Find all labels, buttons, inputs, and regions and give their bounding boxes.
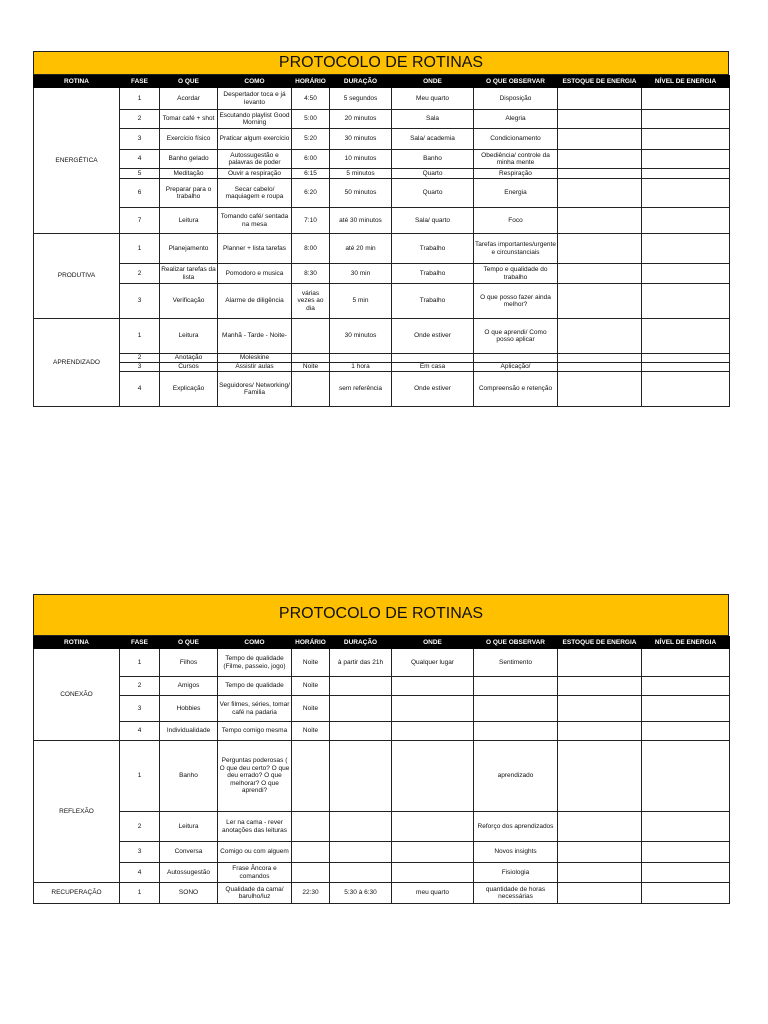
horario-cell: 6:00 bbox=[292, 150, 330, 169]
duracao-cell bbox=[330, 842, 392, 863]
onde-cell bbox=[392, 741, 474, 812]
table-row bbox=[34, 284, 730, 319]
fase-cell: 3 bbox=[120, 284, 160, 319]
table-row bbox=[34, 110, 730, 129]
table-row bbox=[34, 883, 730, 904]
nivel-cell[interactable] bbox=[642, 863, 730, 883]
column-header: ONDE bbox=[392, 637, 474, 649]
horario-cell bbox=[292, 741, 330, 812]
table-row bbox=[34, 649, 730, 677]
como-cell: Tempo de qualidade bbox=[218, 677, 292, 696]
column-header: ESTOQUE DE ENERGIA bbox=[558, 637, 642, 649]
column-header: ROTINA bbox=[34, 76, 120, 88]
rotina-cell: APRENDIZADO bbox=[34, 319, 120, 407]
estoque-cell[interactable] bbox=[558, 649, 642, 677]
oque-cell: Banho gelado bbox=[160, 150, 218, 169]
observar-cell: Sentimento bbox=[474, 649, 558, 677]
horario-cell: Noite bbox=[292, 677, 330, 696]
onde-cell: Sala/ academia bbox=[392, 129, 474, 150]
como-cell: Assistir aulas bbox=[218, 363, 292, 372]
oque-cell: Conversa bbox=[160, 842, 218, 863]
routine-sheet-1 bbox=[33, 51, 729, 407]
observar-cell: Tempo e qualidade do trabalho bbox=[474, 264, 558, 284]
como-cell: Manhã - Tarde - Noite- bbox=[218, 319, 292, 354]
table-row bbox=[34, 234, 730, 264]
observar-cell: aprendizado bbox=[474, 741, 558, 812]
fase-cell: 3 bbox=[120, 363, 160, 372]
observar-cell bbox=[474, 722, 558, 741]
nivel-cell[interactable] bbox=[642, 208, 730, 234]
oque-cell: Hobbies bbox=[160, 696, 218, 722]
estoque-cell[interactable] bbox=[558, 722, 642, 741]
estoque-cell[interactable] bbox=[558, 883, 642, 904]
onde-cell: Quarto bbox=[392, 179, 474, 208]
como-cell: Secar cabelo/ maquiagem e roupa bbox=[218, 179, 292, 208]
onde-cell: Onde estiver bbox=[392, 319, 474, 354]
oque-cell: Exercício físico bbox=[160, 129, 218, 150]
onde-cell bbox=[392, 696, 474, 722]
como-cell: Despertador toca e já levanto bbox=[218, 88, 292, 110]
fase-cell: 1 bbox=[120, 234, 160, 264]
oque-cell: Cursos bbox=[160, 363, 218, 372]
nivel-cell[interactable] bbox=[642, 88, 730, 110]
duracao-cell: 30 min bbox=[330, 264, 392, 284]
fase-cell: 1 bbox=[120, 319, 160, 354]
fase-cell: 3 bbox=[120, 842, 160, 863]
horario-cell: 7:10 bbox=[292, 208, 330, 234]
nivel-cell[interactable] bbox=[642, 722, 730, 741]
observar-cell: Compreensão e retenção bbox=[474, 372, 558, 407]
como-cell: Autossugestão e palavras de poder bbox=[218, 150, 292, 169]
duracao-cell: 20 minutos bbox=[330, 110, 392, 129]
estoque-cell[interactable] bbox=[558, 741, 642, 812]
table-row bbox=[34, 696, 730, 722]
observar-cell: Reforço dos aprendizados bbox=[474, 812, 558, 842]
observar-cell: Condicionamento bbox=[474, 129, 558, 150]
fase-cell: 1 bbox=[120, 649, 160, 677]
estoque-cell[interactable] bbox=[558, 150, 642, 169]
onde-cell: Trabalho bbox=[392, 264, 474, 284]
oque-cell: Banho bbox=[160, 741, 218, 812]
onde-cell: Banho bbox=[392, 150, 474, 169]
column-header: O QUE OBSERVAR bbox=[474, 637, 558, 649]
estoque-cell[interactable] bbox=[558, 284, 642, 319]
fase-cell: 2 bbox=[120, 812, 160, 842]
column-header: FASE bbox=[120, 637, 160, 649]
oque-cell: Leitura bbox=[160, 812, 218, 842]
rotina-cell: CONEXÃO bbox=[34, 649, 120, 741]
como-cell: Tempo comigo mesma bbox=[218, 722, 292, 741]
como-cell: Planner + lista tarefas bbox=[218, 234, 292, 264]
onde-cell: Sala/ quarto bbox=[392, 208, 474, 234]
duracao-cell: 5 min bbox=[330, 284, 392, 319]
fase-cell: 1 bbox=[120, 883, 160, 904]
observar-cell: Aplicação/ bbox=[474, 363, 558, 372]
observar-cell: Obediência/ controle da minha mente bbox=[474, 150, 558, 169]
duracao-cell bbox=[330, 812, 392, 842]
nivel-cell[interactable] bbox=[642, 354, 730, 363]
fase-cell: 2 bbox=[120, 354, 160, 363]
table-row bbox=[34, 150, 730, 169]
horario-cell: 8:00 bbox=[292, 234, 330, 264]
duracao-cell bbox=[330, 677, 392, 696]
horario-cell: 6:15 bbox=[292, 169, 330, 179]
estoque-cell[interactable] bbox=[558, 812, 642, 842]
nivel-cell[interactable] bbox=[642, 179, 730, 208]
oque-cell: Autossugestão bbox=[160, 863, 218, 883]
estoque-cell[interactable] bbox=[558, 696, 642, 722]
table-body bbox=[34, 649, 730, 904]
column-header: NÍVEL DE ENERGIA bbox=[642, 637, 730, 649]
observar-cell bbox=[474, 677, 558, 696]
como-cell: Perguntas poderosas ( O que deu certo? O que deu errado? O que melhorar? O que aprendi? bbox=[218, 741, 292, 812]
fase-cell: 1 bbox=[120, 741, 160, 812]
fase-cell: 2 bbox=[120, 110, 160, 129]
fase-cell: 4 bbox=[120, 722, 160, 741]
duracao-cell bbox=[330, 863, 392, 883]
observar-cell: Foco bbox=[474, 208, 558, 234]
horario-cell bbox=[292, 863, 330, 883]
duracao-cell: 30 minutos bbox=[330, 129, 392, 150]
horario-cell: 22:30 bbox=[292, 883, 330, 904]
nivel-cell[interactable] bbox=[642, 150, 730, 169]
nivel-cell[interactable] bbox=[642, 264, 730, 284]
routine-table bbox=[33, 636, 730, 904]
estoque-cell[interactable] bbox=[558, 354, 642, 363]
table-row bbox=[34, 319, 730, 354]
duracao-cell: 5:30 à 6:30 bbox=[330, 883, 392, 904]
nivel-cell[interactable] bbox=[642, 696, 730, 722]
como-cell: Frase Âncora e comandos bbox=[218, 863, 292, 883]
observar-cell: Disposição bbox=[474, 88, 558, 110]
horario-cell bbox=[292, 319, 330, 354]
duracao-cell: até 20 min bbox=[330, 234, 392, 264]
observar-cell bbox=[474, 696, 558, 722]
fase-cell: 1 bbox=[120, 88, 160, 110]
table-row bbox=[34, 179, 730, 208]
como-cell: Qualidade da cama/ barulho/luz bbox=[218, 883, 292, 904]
estoque-cell[interactable] bbox=[558, 842, 642, 863]
horario-cell: Noite bbox=[292, 363, 330, 372]
estoque-cell[interactable] bbox=[558, 677, 642, 696]
horario-cell bbox=[292, 354, 330, 363]
header-row bbox=[34, 637, 730, 649]
onde-cell: Meu quarto bbox=[392, 88, 474, 110]
table-row bbox=[34, 722, 730, 741]
horario-cell: várias vezes ao dia bbox=[292, 284, 330, 319]
nivel-cell[interactable] bbox=[642, 649, 730, 677]
duracao-cell: até 30 minutos bbox=[330, 208, 392, 234]
oque-cell: Planejamento bbox=[160, 234, 218, 264]
table-row bbox=[34, 842, 730, 863]
nivel-cell[interactable] bbox=[642, 812, 730, 842]
estoque-cell[interactable] bbox=[558, 208, 642, 234]
estoque-cell[interactable] bbox=[558, 863, 642, 883]
horario-cell: 5:20 bbox=[292, 129, 330, 150]
oque-cell: Explicação bbox=[160, 372, 218, 407]
como-cell: Escutando playlist Good Morning bbox=[218, 110, 292, 129]
estoque-cell[interactable] bbox=[558, 363, 642, 372]
fase-cell: 6 bbox=[120, 179, 160, 208]
horario-cell bbox=[292, 372, 330, 407]
fase-cell: 3 bbox=[120, 129, 160, 150]
horario-cell: Noite bbox=[292, 722, 330, 741]
column-header: COMO bbox=[218, 76, 292, 88]
routine-table bbox=[33, 75, 730, 407]
onde-cell: Quarto bbox=[392, 169, 474, 179]
duracao-cell: 30 minutos bbox=[330, 319, 392, 354]
column-header: HORÁRIO bbox=[292, 76, 330, 88]
observar-cell: Alegria bbox=[474, 110, 558, 129]
oque-cell: Leitura bbox=[160, 319, 218, 354]
como-cell: Seguidores/ Networking/ Familia bbox=[218, 372, 292, 407]
fase-cell: 7 bbox=[120, 208, 160, 234]
column-header: DURAÇÃO bbox=[330, 637, 392, 649]
estoque-cell[interactable] bbox=[558, 372, 642, 407]
como-cell: Tempo de qualidade (Filme, passeio, jogo) bbox=[218, 649, 292, 677]
horario-cell: 8:30 bbox=[292, 264, 330, 284]
horario-cell: 5:00 bbox=[292, 110, 330, 129]
observar-cell: Tarefas importantes/urgente e circunstanciais bbox=[474, 234, 558, 264]
nivel-cell[interactable] bbox=[642, 234, 730, 264]
header-row bbox=[34, 76, 730, 88]
rotina-cell: ENERGÉTICA bbox=[34, 88, 120, 234]
column-header: FASE bbox=[120, 76, 160, 88]
duracao-cell: 5 segundos bbox=[330, 88, 392, 110]
estoque-cell[interactable] bbox=[558, 88, 642, 110]
rotina-cell: RECUPERAÇÃO bbox=[34, 883, 120, 904]
oque-cell: Leitura bbox=[160, 208, 218, 234]
onde-cell bbox=[392, 863, 474, 883]
table-row bbox=[34, 264, 730, 284]
estoque-cell[interactable] bbox=[558, 234, 642, 264]
duracao-cell: 1 hora bbox=[330, 363, 392, 372]
estoque-cell[interactable] bbox=[558, 264, 642, 284]
como-cell: Ler na cama - rever anotações das leituras bbox=[218, 812, 292, 842]
table-row bbox=[34, 363, 730, 372]
observar-cell: O que aprendi/ Como posso aplicar bbox=[474, 319, 558, 354]
horario-cell bbox=[292, 812, 330, 842]
horario-cell: Noite bbox=[292, 696, 330, 722]
oque-cell: Tomar café + shot bbox=[160, 110, 218, 129]
column-header: ONDE bbox=[392, 76, 474, 88]
nivel-cell[interactable] bbox=[642, 110, 730, 129]
table-row bbox=[34, 741, 730, 812]
sheet-title: PROTOCOLO DE ROTINAS bbox=[33, 594, 729, 636]
onde-cell: Onde estiver bbox=[392, 372, 474, 407]
table-row bbox=[34, 677, 730, 696]
sheet-title: PROTOCOLO DE ROTINAS bbox=[33, 51, 729, 75]
onde-cell bbox=[392, 722, 474, 741]
fase-cell: 4 bbox=[120, 372, 160, 407]
oque-cell: Amigos bbox=[160, 677, 218, 696]
oque-cell: Verificação bbox=[160, 284, 218, 319]
nivel-cell[interactable] bbox=[642, 842, 730, 863]
oque-cell: Anotação bbox=[160, 354, 218, 363]
como-cell: Comigo ou com alguem bbox=[218, 842, 292, 863]
nivel-cell[interactable] bbox=[642, 319, 730, 354]
rotina-cell: PRODUTIVA bbox=[34, 234, 120, 319]
duracao-cell bbox=[330, 696, 392, 722]
onde-cell: Qualquer lugar bbox=[392, 649, 474, 677]
duracao-cell bbox=[330, 722, 392, 741]
duracao-cell: sem referência bbox=[330, 372, 392, 407]
como-cell: Ver filmes, séries, tomar café na padaria bbox=[218, 696, 292, 722]
onde-cell: Trabalho bbox=[392, 284, 474, 319]
observar-cell: Respiração bbox=[474, 169, 558, 179]
table-row bbox=[34, 208, 730, 234]
nivel-cell[interactable] bbox=[642, 677, 730, 696]
fase-cell: 2 bbox=[120, 264, 160, 284]
onde-cell bbox=[392, 842, 474, 863]
horario-cell: Noite bbox=[292, 649, 330, 677]
table-row bbox=[34, 354, 730, 363]
oque-cell: Individualidade bbox=[160, 722, 218, 741]
table-row bbox=[34, 88, 730, 110]
column-header: NÍVEL DE ENERGIA bbox=[642, 76, 730, 88]
observar-cell: Novos insights bbox=[474, 842, 558, 863]
oque-cell: Realizar tarefas da lista bbox=[160, 264, 218, 284]
estoque-cell[interactable] bbox=[558, 179, 642, 208]
como-cell: Pomodoro e musica bbox=[218, 264, 292, 284]
column-header: O QUE bbox=[160, 76, 218, 88]
column-header: HORÁRIO bbox=[292, 637, 330, 649]
column-header: ESTOQUE DE ENERGIA bbox=[558, 76, 642, 88]
table-row bbox=[34, 863, 730, 883]
onde-cell: Em casa bbox=[392, 363, 474, 372]
onde-cell bbox=[392, 812, 474, 842]
como-cell: Moleskine bbox=[218, 354, 292, 363]
duracao-cell: 50 minutos bbox=[330, 179, 392, 208]
column-header: O QUE bbox=[160, 637, 218, 649]
observar-cell: Fisiologia bbox=[474, 863, 558, 883]
onde-cell bbox=[392, 354, 474, 363]
duracao-cell bbox=[330, 354, 392, 363]
duracao-cell: 5 minutos bbox=[330, 169, 392, 179]
oque-cell: Meditação bbox=[160, 169, 218, 179]
observar-cell: Energia bbox=[474, 179, 558, 208]
onde-cell: Trabalho bbox=[392, 234, 474, 264]
fase-cell: 5 bbox=[120, 169, 160, 179]
onde-cell: meu quarto bbox=[392, 883, 474, 904]
fase-cell: 4 bbox=[120, 150, 160, 169]
fase-cell: 2 bbox=[120, 677, 160, 696]
horario-cell: 6:20 bbox=[292, 179, 330, 208]
oque-cell: Filhos bbox=[160, 649, 218, 677]
como-cell: Tomando café/ sentada na mesa bbox=[218, 208, 292, 234]
nivel-cell[interactable] bbox=[642, 284, 730, 319]
estoque-cell[interactable] bbox=[558, 169, 642, 179]
estoque-cell[interactable] bbox=[558, 129, 642, 150]
fase-cell: 4 bbox=[120, 863, 160, 883]
horario-cell bbox=[292, 842, 330, 863]
column-header: COMO bbox=[218, 637, 292, 649]
nivel-cell[interactable] bbox=[642, 129, 730, 150]
onde-cell: Sala bbox=[392, 110, 474, 129]
column-header: DURAÇÃO bbox=[330, 76, 392, 88]
oque-cell: Acordar bbox=[160, 88, 218, 110]
estoque-cell[interactable] bbox=[558, 110, 642, 129]
fase-cell: 3 bbox=[120, 696, 160, 722]
duracao-cell: à partir das 21h bbox=[330, 649, 392, 677]
rotina-cell: REFLEXÃO bbox=[34, 741, 120, 883]
column-header: ROTINA bbox=[34, 637, 120, 649]
como-cell: Alarme de diligência bbox=[218, 284, 292, 319]
nivel-cell[interactable] bbox=[642, 883, 730, 904]
onde-cell bbox=[392, 677, 474, 696]
duracao-cell: 10 minutos bbox=[330, 150, 392, 169]
oque-cell: SONO bbox=[160, 883, 218, 904]
duracao-cell bbox=[330, 741, 392, 812]
observar-cell bbox=[474, 354, 558, 363]
como-cell: Ouvir a respiração bbox=[218, 169, 292, 179]
table-row bbox=[34, 169, 730, 179]
oque-cell: Preparar para o trabalho bbox=[160, 179, 218, 208]
como-cell: Praticar algum exercício bbox=[218, 129, 292, 150]
column-header: O QUE OBSERVAR bbox=[474, 76, 558, 88]
nivel-cell[interactable] bbox=[642, 372, 730, 407]
observar-cell: O que posso fazer ainda melhor? bbox=[474, 284, 558, 319]
nivel-cell[interactable] bbox=[642, 363, 730, 372]
horario-cell: 4:50 bbox=[292, 88, 330, 110]
table-row bbox=[34, 129, 730, 150]
table-row bbox=[34, 372, 730, 407]
table-body bbox=[34, 88, 730, 407]
table-row bbox=[34, 812, 730, 842]
nivel-cell[interactable] bbox=[642, 741, 730, 812]
routine-sheet-2 bbox=[33, 594, 729, 904]
observar-cell: quantidade de horas necessárias bbox=[474, 883, 558, 904]
nivel-cell[interactable] bbox=[642, 169, 730, 179]
estoque-cell[interactable] bbox=[558, 319, 642, 354]
